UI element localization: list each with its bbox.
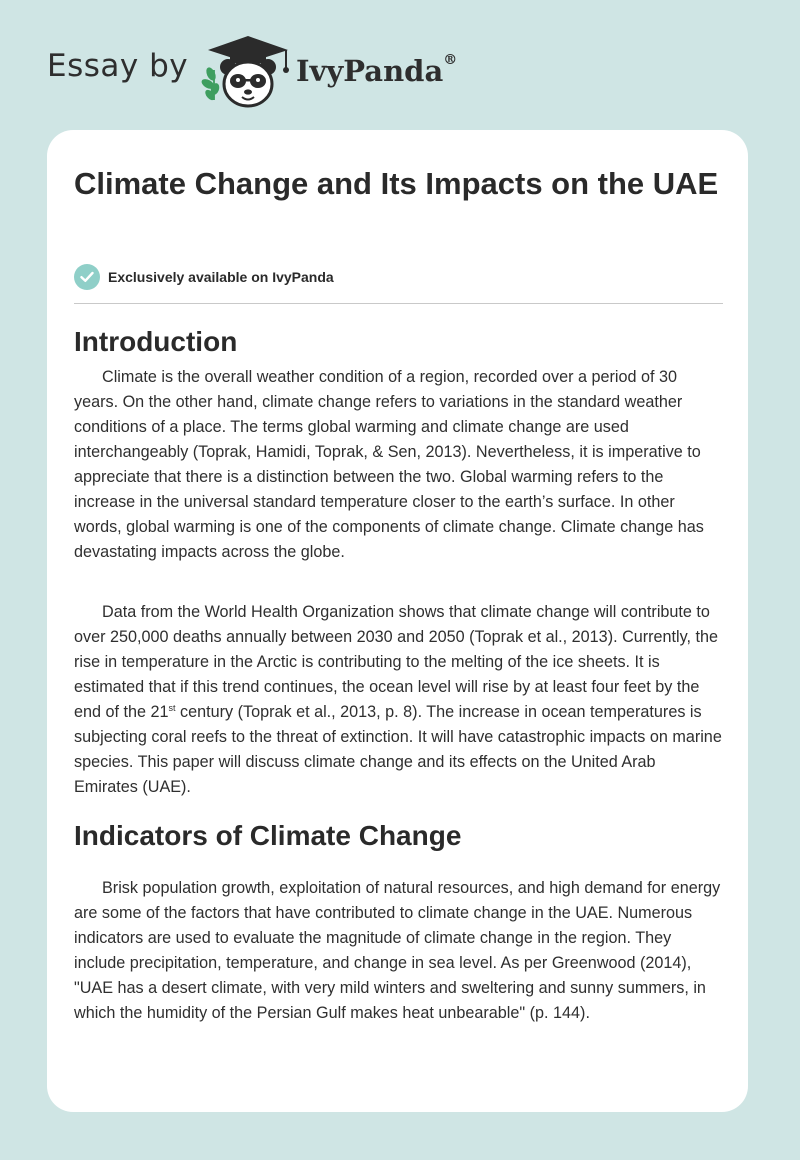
- brand-name[interactable]: [296, 54, 457, 88]
- brand-text: IvyPanda: [296, 54, 444, 88]
- site-header: [0, 0, 800, 130]
- title-divider: [74, 303, 723, 304]
- paragraph-introduction-2: [74, 600, 723, 800]
- exclusive-label: Exclusively available on IvyPanda: [108, 269, 334, 285]
- paragraph-text-after: century (Toprak et al., 2013, p. 8). The increase in ocean temperatures is subjecting coral reefs to the threat of extinction. It will have catastrophic impacts on marine species. This paper will discuss climate change and its effects on the United Arab Emirates (UAE).: [74, 703, 722, 796]
- section-heading-introduction: Introduction: [74, 326, 238, 357]
- panda-logo-icon[interactable]: [198, 34, 294, 110]
- paragraph-text-before: Data from the World Health Organization shows that climate change will contribute to over 250,000 deaths annually between 2030 and 2050 (Toprak et al., 2013). Currently, the rise in temperature in the Arctic is contributing to the melting of the ice sheets. It is estimated that if this trend continues, the ocean level will rise by at least four feet by the end of the 21: [74, 603, 719, 721]
- article-card: [47, 130, 748, 1112]
- registered-mark: ®: [443, 52, 458, 68]
- check-circle-icon: [74, 264, 100, 290]
- section-heading-indicators: Indicators of Climate Change: [74, 820, 462, 851]
- exclusive-badge: [74, 264, 334, 290]
- essay-by-label: Essay by: [47, 48, 189, 84]
- paragraph-indicators-1: Brisk population growth, exploitation of natural resources, and high demand for energy are some of the factors that have contributed to climate change in the UAE. Numerous indicators are used to evaluate the magnitude of climate change in the region. They include precipitation, temperature, and change in sea level. As per Greenwood (2014), "UAE has a desert climate, with very mild winters and sweltering and sunny summers, in which the humidity of the Persian Gulf makes heat unbearable" (p. 144).: [74, 879, 721, 1022]
- ordinal-suffix: st: [168, 703, 176, 713]
- article-title: Climate Change and Its Impacts on the UAE: [74, 166, 719, 201]
- paragraph-introduction-1: Climate is the overall weather condition of a region, recorded over a period of 30 years. On the other hand, climate change refers to variations in the standard weather conditions of a place. The terms global warming and climate change are used interchangeably (Toprak, Hamidi, Toprak, & Sen, 2013). Nevertheless, it is imperative to appreciate that there is a distinction between the two. Global warming refers to the increase in the universal standard temperature closer to the earth’s surface. In other words, global warming is one of the components of climate change. Climate change has devastating impacts across the globe.: [74, 368, 704, 561]
